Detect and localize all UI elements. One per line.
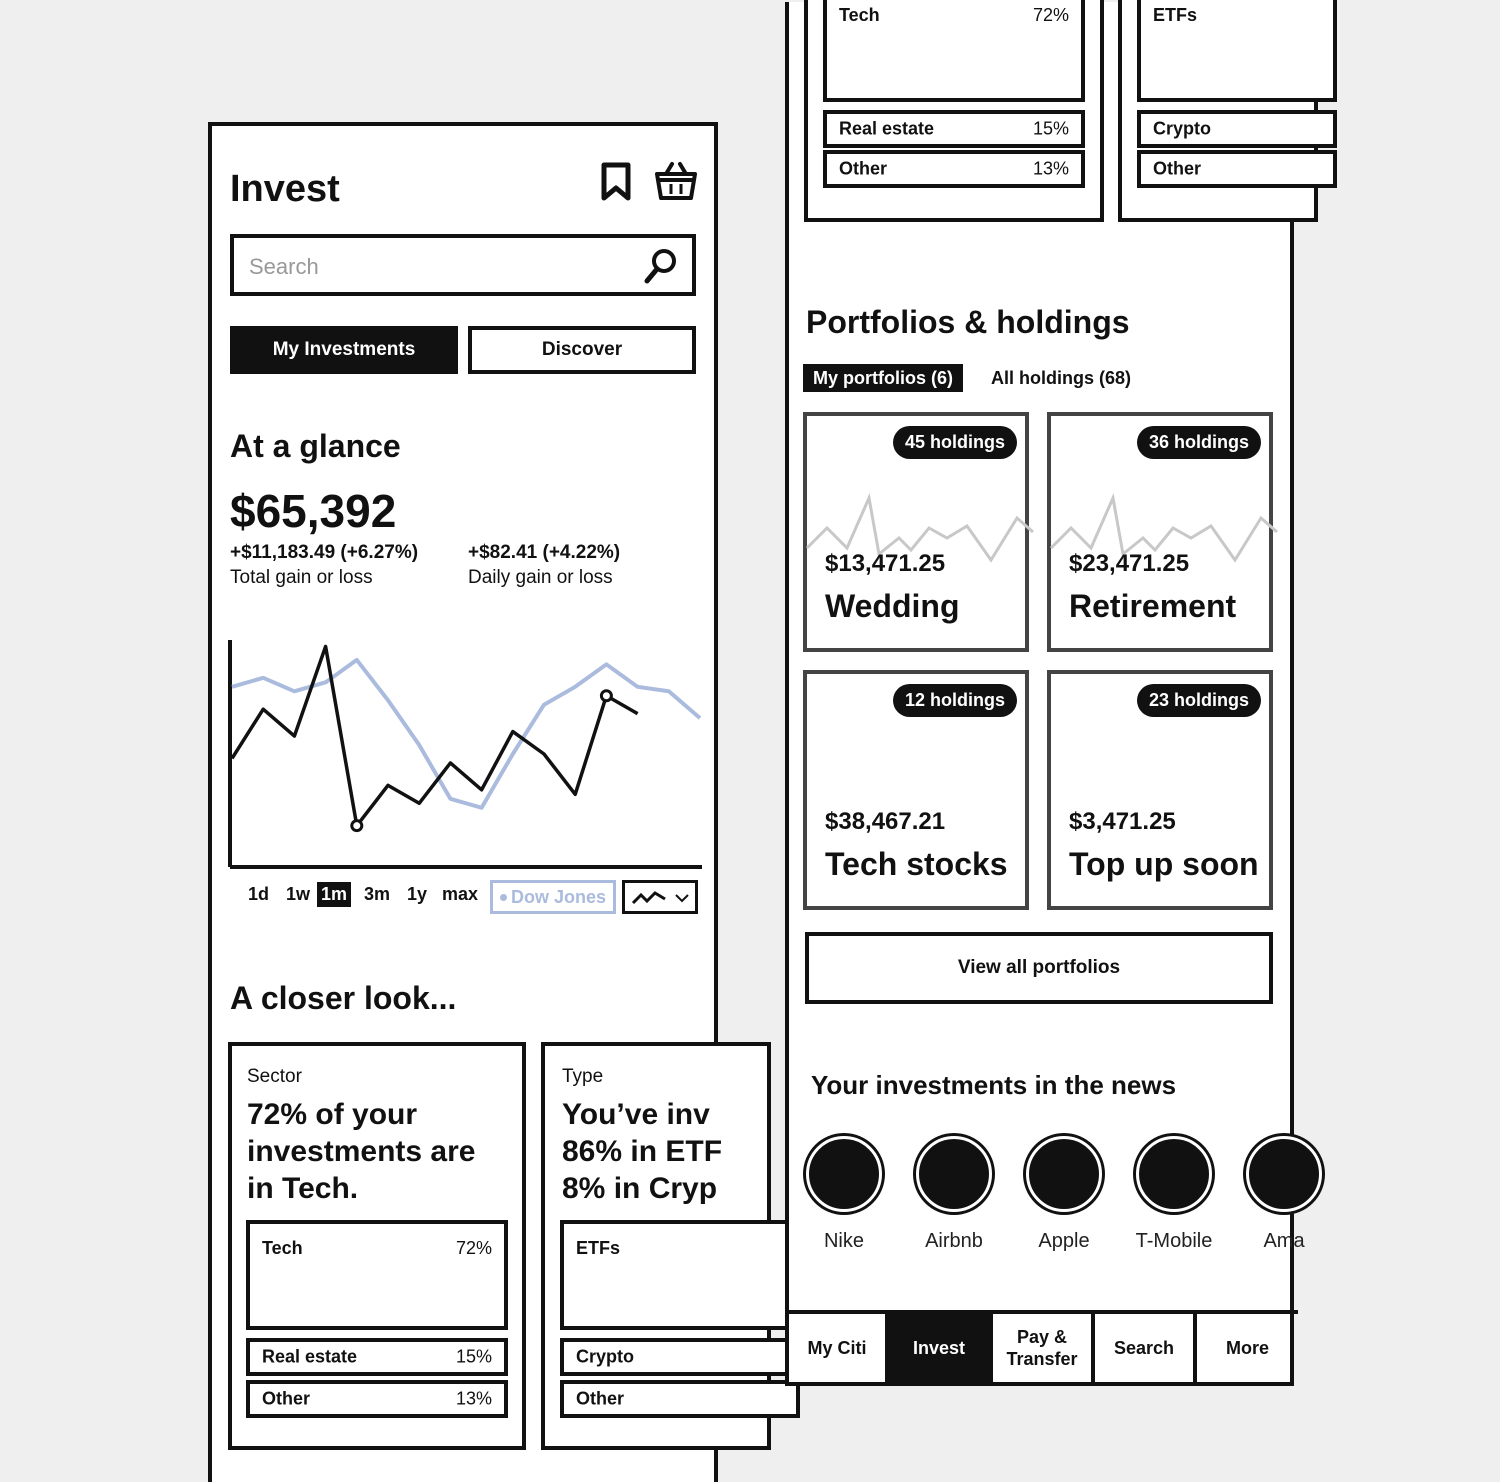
tab-my-citi[interactable]: My Citi xyxy=(789,1314,889,1384)
sector-label: Other xyxy=(839,158,888,179)
sector-pct: 15% xyxy=(1032,118,1069,139)
section-heading-closer-look: A closer look... xyxy=(230,980,457,1016)
filter-my-portfolios[interactable]: My portfolios (6) xyxy=(803,364,963,392)
sector-label: Tech xyxy=(839,5,880,25)
portfolio-value: $3,471.25 xyxy=(1069,808,1176,835)
tab-more[interactable]: More xyxy=(1225,1338,1269,1359)
range-max[interactable]: max xyxy=(442,884,479,904)
company-logo-placeholder xyxy=(1026,1136,1102,1212)
holdings-badge: 36 holdings xyxy=(1137,426,1261,459)
performance-chart xyxy=(228,638,702,870)
sector-pct: 13% xyxy=(455,1388,492,1409)
news-item-apple[interactable] xyxy=(1009,1136,1119,1253)
portfolio-card-tech-stocks[interactable] xyxy=(803,670,1029,910)
range-1d[interactable]: 1d xyxy=(248,884,270,904)
sector-pct: 72% xyxy=(455,1238,492,1258)
compare-dow-jones-chip[interactable] xyxy=(490,880,616,914)
portfolio-name: Top up soon xyxy=(1069,846,1259,882)
type-bar-crypto xyxy=(1137,110,1337,148)
tab-search[interactable]: Search xyxy=(1095,1314,1197,1384)
search-icon[interactable] xyxy=(644,248,678,284)
type-label: Other xyxy=(1153,158,1202,179)
compare-label: Dow Jones xyxy=(510,886,607,907)
news-item-label: Airbnb xyxy=(925,1230,983,1252)
tab-discover[interactable]: Discover xyxy=(468,326,696,374)
company-logo-placeholder xyxy=(1136,1136,1212,1212)
daily-gain-value: +$82.41 (+4.22%) xyxy=(468,542,621,563)
chart-type-dropdown[interactable] xyxy=(622,880,698,914)
filter-all-holdings[interactable]: All holdings (68) xyxy=(991,368,1132,388)
range-1m[interactable]: 1m xyxy=(317,882,351,907)
bookmark-icon[interactable] xyxy=(600,162,632,202)
chevron-down-icon xyxy=(675,894,689,903)
type-label: ETFs xyxy=(576,1238,621,1258)
basket-icon[interactable] xyxy=(654,160,698,202)
portfolio-name: Retirement xyxy=(1069,588,1237,624)
sector-bar-real-estate xyxy=(246,1338,508,1376)
section-heading-news: Your investments in the news xyxy=(811,1070,1177,1100)
search-placeholder: Search xyxy=(249,254,319,279)
type-label: Other xyxy=(576,1388,625,1409)
section-heading-glance: At a glance xyxy=(230,428,401,464)
range-1y[interactable]: 1y xyxy=(407,884,428,904)
invest-screen-portfolios xyxy=(785,2,1305,1386)
portfolio-name: Wedding xyxy=(825,588,960,624)
holdings-badge: 12 holdings xyxy=(893,684,1017,717)
tab-my-investments[interactable]: My Investments xyxy=(230,326,458,374)
page-title: Invest xyxy=(230,168,340,210)
type-card[interactable] xyxy=(1118,0,1318,222)
sector-card[interactable] xyxy=(804,0,1104,222)
type-label: Crypto xyxy=(576,1346,634,1367)
news-item-label: Ama xyxy=(1263,1230,1305,1252)
series-line-portfolio xyxy=(232,646,638,825)
company-logo-placeholder xyxy=(916,1136,992,1212)
range-1w[interactable]: 1w xyxy=(286,884,311,904)
type-bar-other xyxy=(560,1380,800,1418)
sector-pct: 72% xyxy=(1032,5,1069,25)
news-item-label: Nike xyxy=(823,1230,864,1252)
type-bar-etfs xyxy=(1137,0,1337,102)
portfolio-card-wedding[interactable] xyxy=(803,412,1029,652)
sector-card-kicker: Sector xyxy=(247,1066,302,1087)
portfolio-value: $23,471.25 xyxy=(1069,550,1190,577)
sector-bar-tech xyxy=(823,0,1085,102)
type-card-kicker: Type xyxy=(562,1066,604,1087)
point-marker-recent[interactable] xyxy=(601,691,611,701)
sector-bar-tech xyxy=(246,1220,508,1330)
sector-label: Real estate xyxy=(839,118,935,139)
total-gain-value: +$11,183.49 (+6.27%) xyxy=(230,542,419,563)
news-item-label: Apple xyxy=(1038,1230,1090,1252)
sector-bar-other xyxy=(246,1380,508,1418)
company-logo-placeholder xyxy=(1246,1136,1322,1212)
line-chart-icon xyxy=(631,889,667,907)
legend-dot-icon xyxy=(500,894,507,901)
sector-pct: 15% xyxy=(455,1346,492,1367)
type-bar-crypto xyxy=(560,1338,800,1376)
holdings-badge: 45 holdings xyxy=(893,426,1017,459)
sector-bar-other xyxy=(823,150,1085,188)
type-label: ETFs xyxy=(1153,5,1198,25)
sector-card[interactable] xyxy=(228,1042,526,1450)
portfolio-name: Tech stocks xyxy=(825,846,1008,882)
daily-gain-label: Daily gain or loss xyxy=(468,567,613,588)
range-3m[interactable]: 3m xyxy=(364,884,391,904)
news-item-nike[interactable] xyxy=(789,1136,899,1253)
section-heading-portfolios: Portfolios & holdings xyxy=(806,304,1130,340)
holdings-badge: 23 holdings xyxy=(1137,684,1261,717)
company-logo-placeholder xyxy=(806,1136,882,1212)
point-marker-low[interactable] xyxy=(352,821,362,831)
view-all-portfolios-button[interactable]: View all portfolios xyxy=(805,932,1273,1004)
news-item-amazon[interactable] xyxy=(1229,1136,1339,1253)
type-card-summary: You’ve inv 86% in ETF 8% in Cryp xyxy=(562,1098,723,1205)
portfolio-value: $38,467.21 xyxy=(825,808,946,835)
portfolio-value: $13,471.25 xyxy=(825,550,946,577)
news-item-t-mobile[interactable] xyxy=(1119,1136,1229,1253)
portfolio-card-top-up-soon[interactable] xyxy=(1047,670,1273,910)
type-bar-etfs xyxy=(560,1220,800,1330)
sector-card-summary: 72% of your investments are in Tech. xyxy=(247,1098,476,1205)
total-gain-label: Total gain or loss xyxy=(230,567,373,588)
type-bar-other xyxy=(1137,150,1337,188)
tab-invest[interactable]: Invest xyxy=(889,1314,993,1384)
news-item-airbnb[interactable] xyxy=(899,1136,1009,1253)
news-item-label: T-Mobile xyxy=(1135,1230,1213,1252)
portfolio-card-retirement[interactable] xyxy=(1047,412,1273,652)
type-card[interactable] xyxy=(541,1042,771,1450)
sector-label: Other xyxy=(262,1388,311,1409)
invest-screen-overview xyxy=(208,122,723,1482)
sector-label: Tech xyxy=(262,1238,303,1258)
sector-bar-real-estate xyxy=(823,110,1085,148)
type-label: Crypto xyxy=(1153,118,1211,139)
tab-pay-transfer[interactable]: Pay & Transfer xyxy=(993,1314,1095,1384)
total-balance: $65,392 xyxy=(230,485,397,537)
sector-pct: 13% xyxy=(1032,158,1069,179)
search-input[interactable] xyxy=(230,234,696,296)
series-line-dow-jones xyxy=(232,660,700,808)
sector-label: Real estate xyxy=(262,1346,358,1367)
